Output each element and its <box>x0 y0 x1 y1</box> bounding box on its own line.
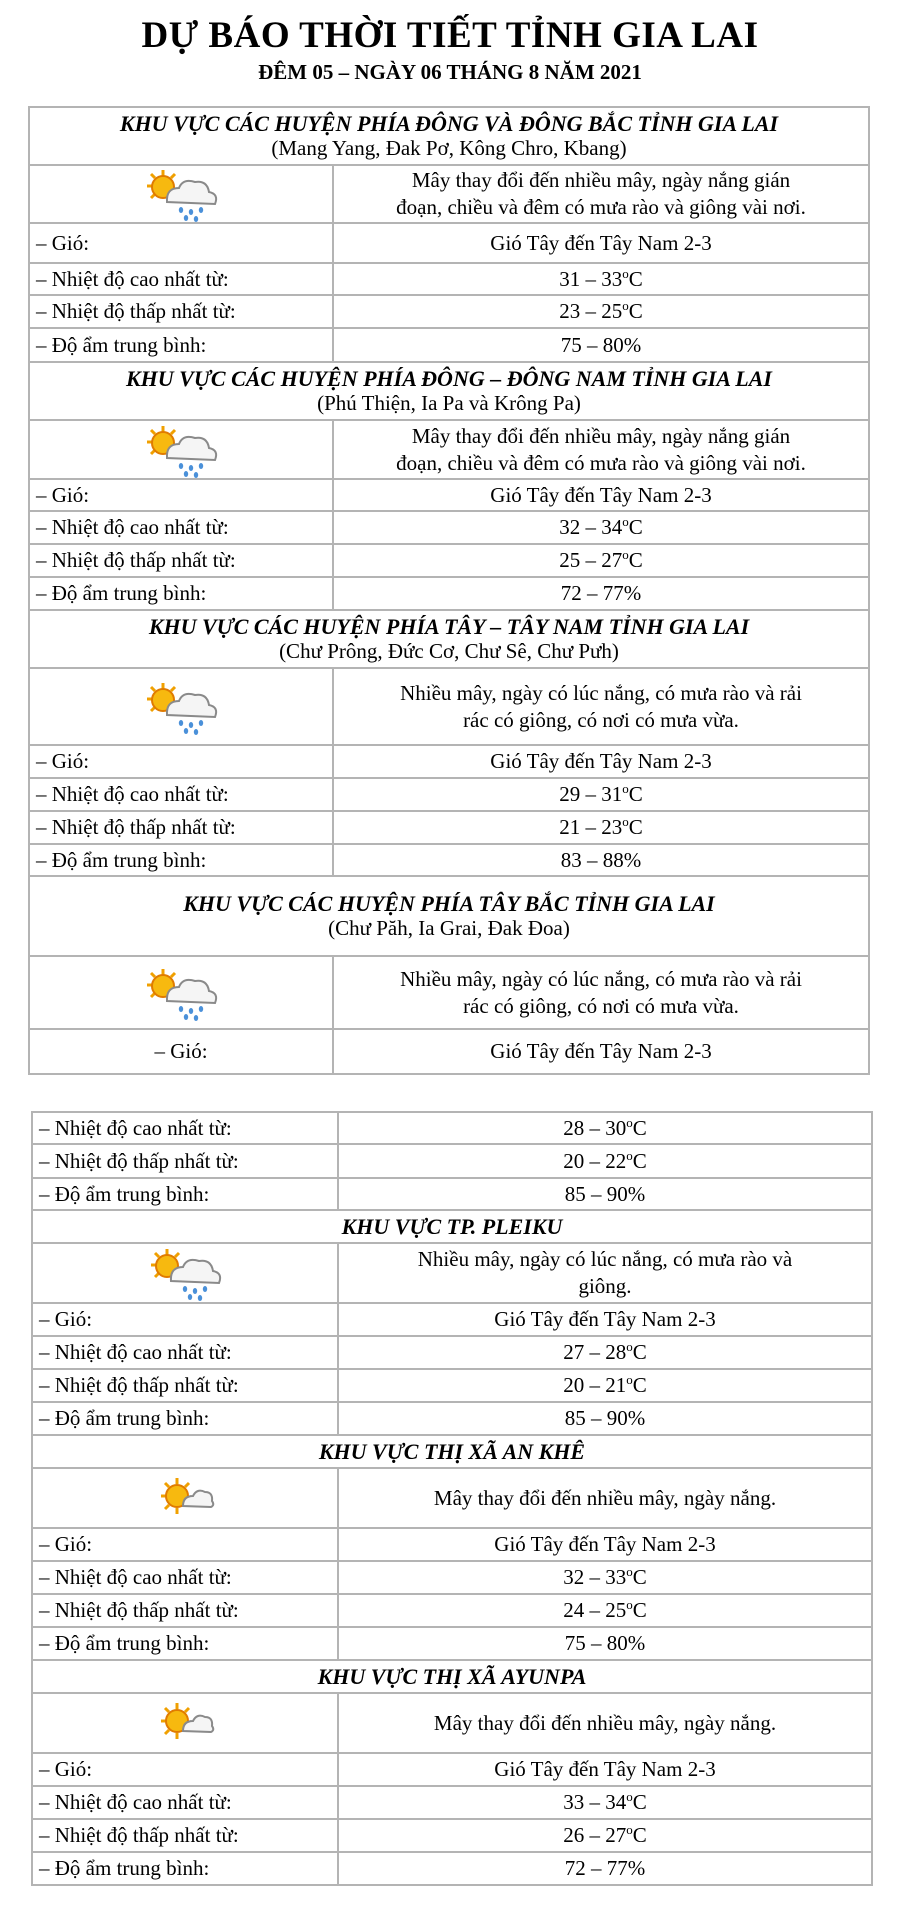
humidity-label: – Độ ẩm trung bình: <box>29 577 333 610</box>
degree-sign: o <box>622 781 629 796</box>
page-title: DỰ BÁO THỜI TIẾT TỈNH GIA LAI <box>141 15 759 56</box>
humidity-row <box>29 844 869 876</box>
humidity-value: 83 – 88% <box>333 844 869 876</box>
description-line: Mây thay đổi đến nhiều mây, ngày nắng gián <box>411 423 791 448</box>
min-temp-label: – Nhiệt độ thấp nhất từ: <box>32 1369 338 1402</box>
sun-cloud-rain-icon <box>141 965 221 1021</box>
sun-cloud-icon <box>155 1474 215 1522</box>
min-temp-row <box>29 811 869 844</box>
weather-row <box>29 956 869 1029</box>
celsius-unit: C <box>628 782 643 806</box>
region-name: KHU VỰC CÁC HUYỆN PHÍA ĐÔNG VÀ ĐÔNG BẮC TỈNH GIA LAI <box>119 111 779 136</box>
celsius-unit: C <box>632 1115 647 1140</box>
max-temp-label: – Nhiệt độ cao nhất từ: <box>29 263 333 295</box>
min-temp-row <box>32 1594 872 1627</box>
min-temp-value: 26 – 27 <box>563 1823 627 1847</box>
degree-sign: o <box>626 1372 633 1387</box>
weather-row <box>29 165 869 223</box>
humidity-label: – Độ ẩm trung bình: <box>32 1178 338 1210</box>
humidity-label: – Độ ẩm trung bình: <box>32 1627 338 1660</box>
max-temp-row <box>32 1786 872 1819</box>
region-districts: (Chư Prông, Đức Cơ, Chư Sê, Chư Pưh) <box>279 639 619 663</box>
wind-value: Gió Tây đến Tây Nam 2-3 <box>333 223 869 263</box>
humidity-label: – Độ ẩm trung bình: <box>29 328 333 362</box>
description-line: Mây thay đổi đến nhiều mây, ngày nắng. <box>338 1468 872 1528</box>
humidity-label: – Độ ẩm trung bình: <box>32 1852 338 1885</box>
wind-label: – Gió: <box>29 479 333 511</box>
degree-sign: o <box>626 1339 633 1354</box>
humidity-value: 85 – 90% <box>338 1178 872 1210</box>
degree-sign: o <box>622 547 629 562</box>
max-temp-row <box>29 778 869 811</box>
min-temp-row <box>29 544 869 577</box>
max-temp-value: 33 – 34 <box>563 1790 627 1814</box>
humidity-label: – Độ ẩm trung bình: <box>29 844 333 876</box>
sun-cloud-rain-icon <box>141 166 221 222</box>
degree-sign: o <box>626 1789 633 1804</box>
degree-sign: o <box>626 1147 633 1163</box>
description-line: Nhiều mây, ngày có lúc nắng, có mưa rào và <box>417 1247 793 1271</box>
wind-label: – Gió: <box>29 223 333 263</box>
region-name: KHU VỰC TP. PLEIKU <box>341 1214 563 1239</box>
degree-sign: o <box>626 1597 633 1612</box>
humidity-row <box>29 577 869 610</box>
wind-label: – Gió: <box>32 1753 338 1786</box>
min-temp-value: 25 – 27 <box>559 548 623 572</box>
celsius-unit: C <box>628 299 643 323</box>
humidity-value: 72 – 77% <box>338 1852 872 1885</box>
sun-cloud-icon <box>155 1699 215 1747</box>
description-line: Nhiều mây, ngày có lúc nắng, có mưa rào và rải <box>400 966 802 991</box>
max-temp-label: – Nhiệt độ cao nhất từ: <box>29 778 333 811</box>
degree-sign: o <box>622 514 629 529</box>
max-temp-row <box>32 1336 872 1369</box>
region-header-row <box>32 1435 872 1468</box>
humidity-row <box>32 1627 872 1660</box>
min-temp-label: – Nhiệt độ thấp nhất từ: <box>29 544 333 577</box>
min-temp-label: – Nhiệt độ thấp nhất từ: <box>29 295 333 328</box>
region-name: KHU VỰC THỊ XÃ AYUNPA <box>317 1664 587 1689</box>
sun-cloud-rain-icon <box>141 679 221 735</box>
degree-sign: o <box>622 814 629 829</box>
humidity-value: 75 – 80% <box>338 1627 872 1660</box>
celsius-unit: C <box>632 1823 647 1847</box>
description-line: giông. <box>578 1274 632 1298</box>
max-temp-label: – Nhiệt độ cao nhất từ: <box>29 511 333 544</box>
region-header-row <box>29 876 869 956</box>
description-line: rác có giông, có nơi có mưa vừa. <box>463 707 739 732</box>
max-temp-value: 28 – 30 <box>563 1115 627 1140</box>
page-subtitle: ĐÊM 05 – NGÀY 06 THÁNG 8 NĂM 2021 <box>258 60 642 84</box>
min-temp-label: – Nhiệt độ thấp nhất từ: <box>32 1144 338 1178</box>
min-temp-label: – Nhiệt độ thấp nhất từ: <box>32 1594 338 1627</box>
description-line: rác có giông, có nơi có mưa vừa. <box>463 993 739 1018</box>
sun-cloud-rain-icon <box>141 422 221 478</box>
region-header-row <box>32 1210 872 1243</box>
max-temp-value: 27 – 28 <box>563 1340 627 1364</box>
wind-row <box>32 1753 872 1786</box>
forecast-table-bottom <box>31 1111 873 1886</box>
max-temp-value: 31 – 33 <box>559 266 623 291</box>
humidity-value: 85 – 90% <box>338 1402 872 1435</box>
weather-row <box>29 420 869 479</box>
weather-row <box>29 668 869 745</box>
wind-row <box>32 1303 872 1336</box>
min-temp-row <box>29 295 869 328</box>
sun-cloud-rain-icon <box>145 1245 225 1301</box>
max-temp-label: – Nhiệt độ cao nhất từ: <box>32 1561 338 1594</box>
celsius-unit: C <box>632 1565 647 1589</box>
region-name: KHU VỰC CÁC HUYỆN PHÍA ĐÔNG – ĐÔNG NAM TỈNH GIA LAI <box>126 366 772 391</box>
degree-sign: o <box>626 1822 633 1837</box>
celsius-unit: C <box>628 515 643 539</box>
celsius-unit: C <box>632 1373 647 1397</box>
region-header-row <box>29 362 869 420</box>
min-temp-label: – Nhiệt độ thấp nhất từ: <box>32 1819 338 1852</box>
min-temp-row <box>32 1369 872 1402</box>
wind-value: Gió Tây đến Tây Nam 2-3 <box>338 1303 872 1336</box>
wind-row <box>29 223 869 263</box>
wind-value: Gió Tây đến Tây Nam 2-3 <box>333 745 869 778</box>
wind-label: – Gió: <box>29 745 333 778</box>
description-line: đoạn, chiều và đêm có mưa rào và giông vài nơi. <box>396 195 806 219</box>
wind-value: Gió Tây đến Tây Nam 2-3 <box>333 1029 869 1074</box>
max-temp-row <box>32 1112 872 1144</box>
degree-sign: o <box>622 265 629 281</box>
humidity-value: 72 – 77% <box>333 577 869 610</box>
celsius-unit: C <box>628 548 643 572</box>
celsius-unit: C <box>632 1340 647 1364</box>
description-line: Mây thay đổi đến nhiều mây, ngày nắng. <box>338 1693 872 1753</box>
humidity-value: 75 – 80% <box>333 328 869 362</box>
max-temp-label: – Nhiệt độ cao nhất từ: <box>32 1786 338 1819</box>
description-line: đoạn, chiều và đêm có mưa rào và giông vài nơi. <box>396 450 806 475</box>
degree-sign: o <box>626 1114 633 1130</box>
max-temp-value: 29 – 31 <box>559 782 623 806</box>
max-temp-label: – Nhiệt độ cao nhất từ: <box>32 1112 338 1144</box>
description-line: Mây thay đổi đến nhiều mây, ngày nắng gián <box>411 168 791 192</box>
region-header-row <box>29 610 869 668</box>
degree-sign: o <box>622 298 629 313</box>
wind-label: – Gió: <box>32 1303 338 1336</box>
region-districts: (Chư Păh, Ia Grai, Đak Đoa) <box>328 916 570 940</box>
min-temp-row <box>32 1819 872 1852</box>
region-name: KHU VỰC THỊ XÃ AN KHÊ <box>318 1439 586 1464</box>
celsius-unit: C <box>628 815 643 839</box>
min-temp-value: 24 – 25 <box>563 1598 627 1622</box>
weather-row <box>32 1468 872 1528</box>
wind-row <box>29 1029 869 1074</box>
degree-sign: o <box>626 1564 633 1579</box>
max-temp-value: 32 – 33 <box>563 1565 627 1589</box>
min-temp-value: 23 – 25 <box>559 299 623 323</box>
wind-label: – Gió: <box>29 1029 333 1074</box>
celsius-unit: C <box>628 266 643 291</box>
region-districts: (Mang Yang, Đak Pơ, Kông Chro, Kbang) <box>271 136 627 160</box>
max-temp-value: 32 – 34 <box>559 515 623 539</box>
description-line: Nhiều mây, ngày có lúc nắng, có mưa rào và rải <box>400 680 802 705</box>
humidity-label: – Độ ẩm trung bình: <box>32 1402 338 1435</box>
humidity-row <box>32 1852 872 1885</box>
min-temp-value: 20 – 22 <box>563 1148 627 1173</box>
forecast-table-top <box>28 106 870 1075</box>
celsius-unit: C <box>632 1598 647 1622</box>
wind-value: Gió Tây đến Tây Nam 2-3 <box>333 479 869 511</box>
min-temp-value: 21 – 23 <box>559 815 623 839</box>
humidity-row <box>29 328 869 362</box>
region-header-row <box>29 107 869 165</box>
region-header-row <box>32 1660 872 1693</box>
wind-row <box>32 1528 872 1561</box>
region-name: KHU VỰC CÁC HUYỆN PHÍA TÂY – TÂY NAM TỈNH GIA LAI <box>148 614 750 639</box>
max-temp-row <box>32 1561 872 1594</box>
humidity-row <box>32 1402 872 1435</box>
min-temp-label: – Nhiệt độ thấp nhất từ: <box>29 811 333 844</box>
wind-value: Gió Tây đến Tây Nam 2-3 <box>338 1753 872 1786</box>
max-temp-row <box>29 511 869 544</box>
weather-row <box>32 1243 872 1303</box>
wind-row <box>29 745 869 778</box>
max-temp-label: – Nhiệt độ cao nhất từ: <box>32 1336 338 1369</box>
max-temp-row <box>29 263 869 295</box>
region-name: KHU VỰC CÁC HUYỆN PHÍA TÂY BẮC TỈNH GIA LAI <box>183 891 715 916</box>
min-temp-row <box>32 1144 872 1178</box>
humidity-row <box>32 1178 872 1210</box>
celsius-unit: C <box>632 1790 647 1814</box>
wind-label: – Gió: <box>32 1528 338 1561</box>
wind-value: Gió Tây đến Tây Nam 2-3 <box>338 1528 872 1561</box>
min-temp-value: 20 – 21 <box>563 1373 627 1397</box>
wind-row <box>29 479 869 511</box>
region-districts: (Phú Thiện, Ia Pa và Krông Pa) <box>317 391 581 415</box>
celsius-unit: C <box>632 1148 647 1173</box>
weather-row <box>32 1693 872 1753</box>
